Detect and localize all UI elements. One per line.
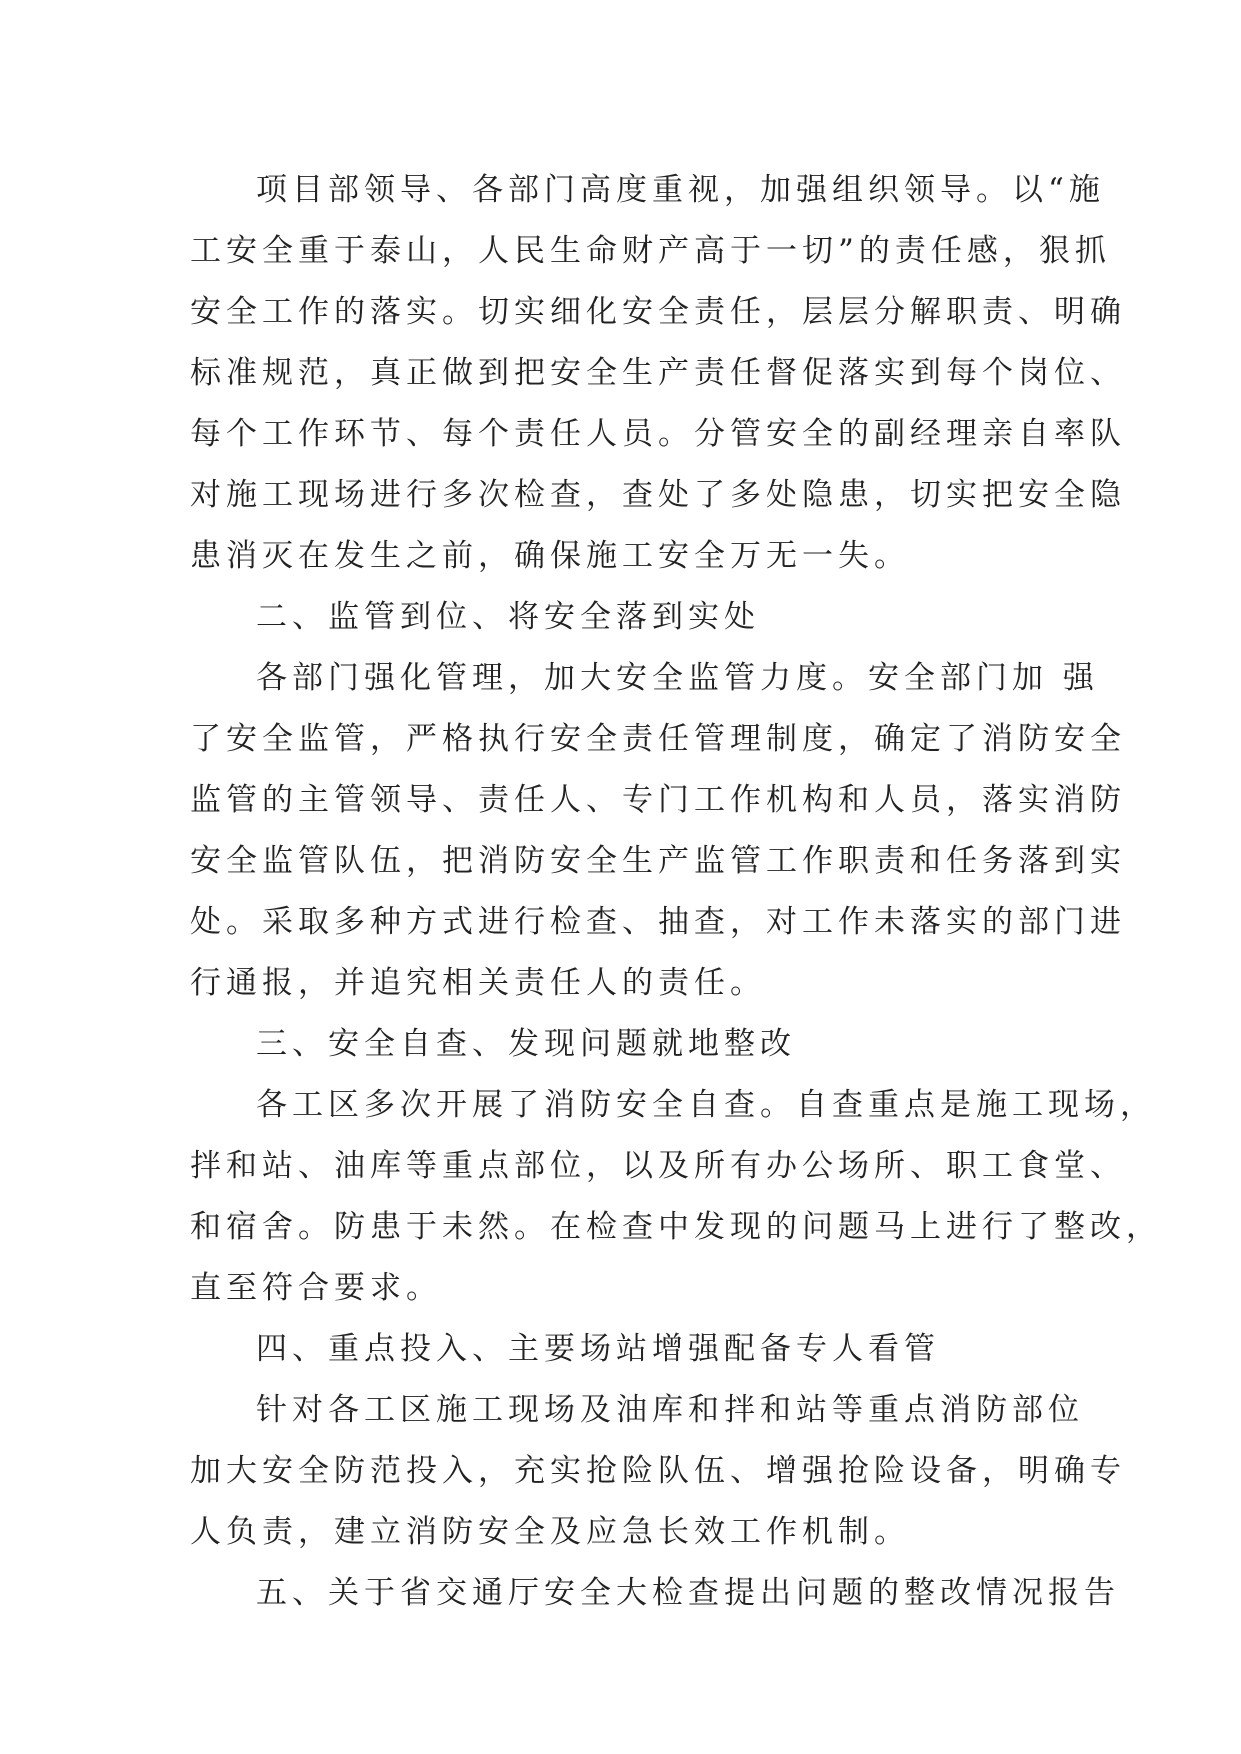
paragraph-line: 拌和站、油库等重点部位，以及所有办公场所、职工食堂、: [190, 1148, 1126, 1184]
paragraph-line: 行通报，并追究相关责任人的责任。: [190, 965, 766, 1001]
paragraph-line: 处。采取多种方式进行检查、抽查，对工作未落实的部门进: [190, 904, 1126, 940]
paragraph-line: 直至符合要求。: [190, 1270, 442, 1306]
paragraph-line: 加大安全防范投入，充实抢险队伍、增强抢险设备，明确专: [190, 1453, 1126, 1489]
section-heading: 三、安全自查、发现问题就地整改: [256, 1026, 796, 1062]
paragraph-line: 各工区多次开展了消防安全自查。自查重点是施工现场，: [256, 1087, 1156, 1123]
paragraph-line: 每个工作环节、每个责任人员。分管安全的副经理亲自率队: [190, 416, 1126, 452]
paragraph-line: 监管的主管领导、责任人、专门工作机构和人员，落实消防: [190, 782, 1126, 818]
paragraph-line: 对施工现场进行多次检查，查处了多处隐患，切实把安全隐: [190, 477, 1126, 513]
paragraph-line: 人负责，建立消防安全及应急长效工作机制。: [190, 1514, 910, 1550]
section-heading: 五、关于省交通厅安全大检查提出问题的整改情况报告: [256, 1575, 1120, 1611]
document-body: [190, 160, 1162, 1624]
paragraph-line: 项目部领导、各部门高度重视，加强组织领导。以“施: [256, 172, 1105, 208]
paragraph-line: 了安全监管，严格执行安全责任管理制度，确定了消防安全: [190, 721, 1126, 757]
paragraph-line: 安全工作的落实。切实细化安全责任，层层分解职责、明确: [190, 294, 1126, 330]
paragraph-line: 针对各工区施工现场及油库和拌和站等重点消防部位: [256, 1392, 1084, 1428]
paragraph-line: 标准规范，真正做到把安全生产责任督促落实到每个岗位、: [190, 355, 1126, 391]
paragraph-line: 工安全重于泰山，人民生命财产高于一切”的责任感，狠抓: [190, 233, 1111, 269]
paragraph-line: 各部门强化管理，加大安全监管力度。安全部门加 强: [256, 660, 1099, 696]
paragraph-line: 安全监管队伍，把消防安全生产监管工作职责和任务落到实: [190, 843, 1126, 879]
paragraph-line: 患消灭在发生之前，确保施工安全万无一失。: [190, 538, 910, 574]
section-heading: 二、监管到位、将安全落到实处: [256, 599, 760, 635]
paragraph-line: 和宿舍。防患于未然。在检查中发现的问题马上进行了整改，: [190, 1209, 1162, 1245]
section-heading: 四、重点投入、主要场站增强配备专人看管: [256, 1331, 940, 1367]
